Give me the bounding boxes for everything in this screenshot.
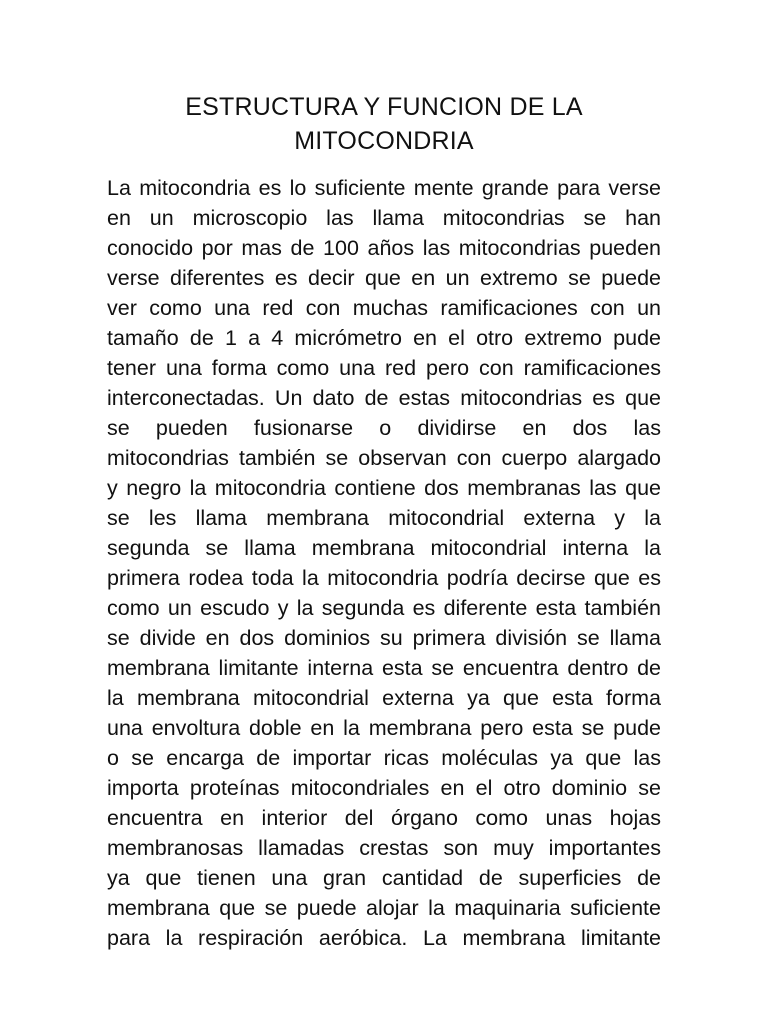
body-line-14: primera rodea toda la mitocondria podría decirse que es bbox=[107, 566, 661, 590]
body-line-12: se les llama membrana mitocondrial externa y la bbox=[107, 506, 661, 530]
body-line-5: ver como una red con muchas ramificaciones con un bbox=[107, 296, 661, 320]
body-line-20: o se encarga de importar ricas moléculas ya que las bbox=[107, 746, 661, 770]
title-line-2: MITOCONDRIA bbox=[294, 127, 474, 155]
body-line-7: tener una forma como una red pero con ramificaciones bbox=[107, 356, 661, 380]
body-line-4: verse diferentes es decir que en un extremo se puede bbox=[107, 266, 661, 290]
body-line-3: conocido por mas de 100 años las mitocondrias pueden bbox=[107, 236, 661, 260]
body-line-18: la membrana mitocondrial externa ya que esta forma bbox=[107, 686, 661, 710]
body-line-24: ya que tienen una gran cantidad de superficies de bbox=[107, 866, 661, 890]
body-line-13: segunda se llama membrana mitocondrial interna la bbox=[107, 536, 661, 560]
body-line-16: se divide en dos dominios su primera división se llama bbox=[107, 626, 661, 650]
body-line-15: como un escudo y la segunda es diferente esta también bbox=[107, 596, 661, 620]
body-line-11: y negro la mitocondria contiene dos membranas las que bbox=[107, 476, 661, 500]
body-line-17: membrana limitante interna esta se encuentra dentro de bbox=[107, 656, 661, 680]
document-title bbox=[100, 90, 668, 158]
body-line-25: membrana que se puede alojar la maquinaria suficiente bbox=[107, 896, 661, 920]
body-paragraph bbox=[107, 173, 661, 953]
body-line-8: interconectadas. Un dato de estas mitocondrias es que bbox=[107, 386, 661, 410]
body-line-26: para la respiración aeróbica. La membrana limitante bbox=[107, 926, 661, 950]
body-line-22: encuentra en interior del órgano como unas hojas bbox=[107, 806, 661, 830]
body-line-1: La mitocondria es lo suficiente mente grande para verse bbox=[107, 176, 661, 200]
body-line-10: mitocondrias también se observan con cuerpo alargado bbox=[107, 446, 661, 470]
title-line-1: ESTRUCTURA Y FUNCION DE LA bbox=[185, 93, 583, 121]
body-line-6: tamaño de 1 a 4 micrómetro en el otro extremo pude bbox=[107, 326, 661, 350]
body-line-9: se pueden fusionarse o dividirse en dos las bbox=[107, 416, 661, 440]
body-line-2: en un microscopio las llama mitocondrias se han bbox=[107, 206, 661, 230]
body-line-21: importa proteínas mitocondriales en el otro dominio se bbox=[107, 776, 661, 800]
body-line-19: una envoltura doble en la membrana pero esta se pude bbox=[107, 716, 661, 740]
body-line-23: membranosas llamadas crestas son muy importantes bbox=[107, 836, 661, 860]
